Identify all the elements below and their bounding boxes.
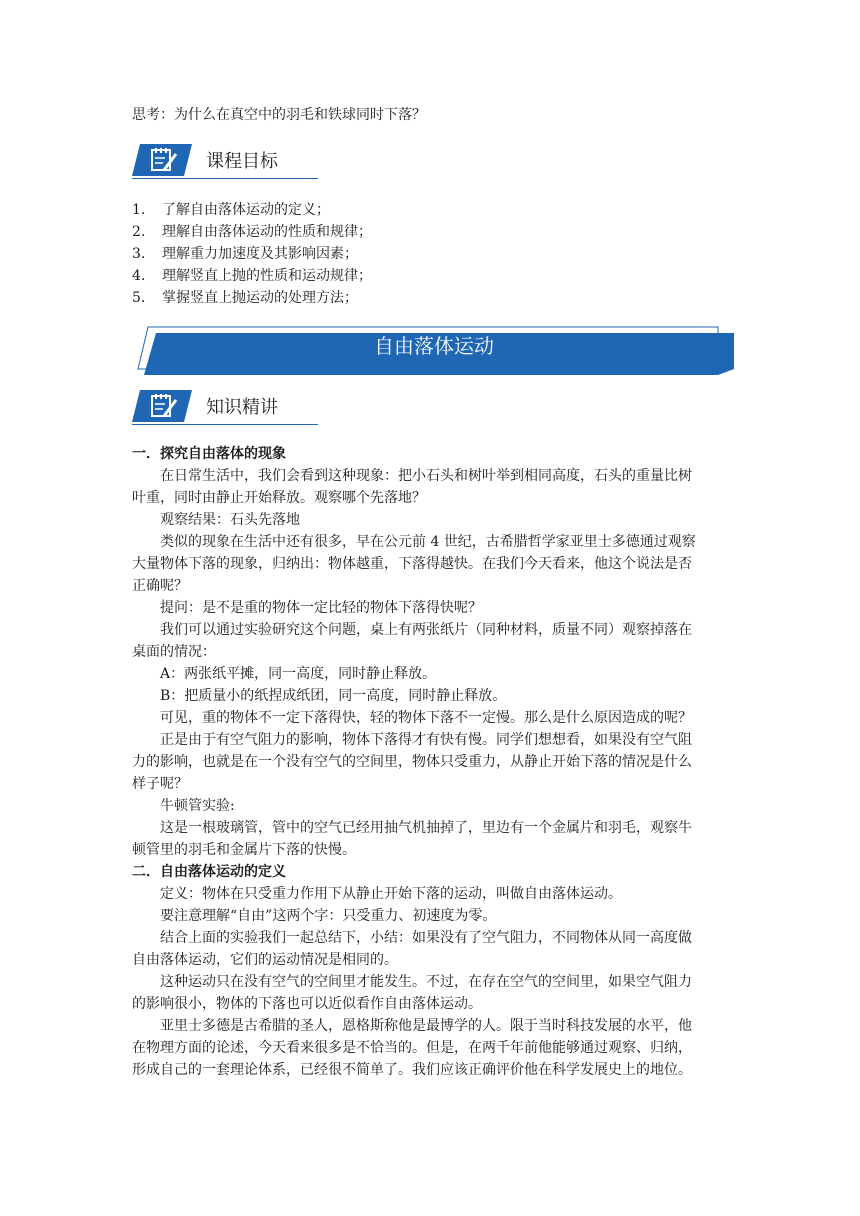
list-item: 3. 理解重力加速度及其影响因素；: [132, 246, 358, 262]
paragraph-line: 自由落体运动，它们的运动情况是相同的。: [132, 952, 398, 968]
list-item: 2. 理解自由落体运动的性质和规律；: [132, 224, 372, 240]
paragraph-line: 形成自己的一套理论体系，已经很不简单了。我们应该正确评价他在科学发展史上的地位。: [132, 1062, 692, 1078]
banner-title: 自由落体运动: [374, 334, 494, 358]
header-underline: [132, 178, 318, 179]
paragraph-line: 的影响很小，物体的下落也可以近似看作自由落体运动。: [132, 996, 482, 1012]
heading-one: 一．探究自由落体的现象: [132, 446, 286, 462]
heading-two: 二．自由落体运动的定义: [132, 864, 286, 880]
paragraph-line: 顿管里的羽毛和金属片下落的快慢。: [132, 842, 356, 858]
paragraph-line: 观察结果：石头先落地: [160, 512, 300, 528]
paragraph-line: 类似的现象在生活中还有很多，早在公元前 4 世纪，古希腊哲学家亚里士多德通过观察: [160, 534, 696, 550]
paragraph-line: A：两张纸平摊，同一高度，同时静止释放。: [160, 666, 437, 682]
knowledge-title: 知识精讲: [206, 397, 278, 418]
paragraph-line: 这种运动只在没有空气的空间里才能发生。不过，在存在空气的空间里，如果空气阻力: [160, 974, 692, 990]
list-item: 5. 掌握竖直上抛运动的处理方法；: [132, 290, 358, 306]
paragraph-line: 正是由于有空气阻力的影响，物体下落得才有快有慢。同学们想想看，如果没有空气阻: [160, 732, 692, 748]
paragraph-line: 可见，重的物体不一定下落得快，轻的物体下落不一定慢。那么是什么原因造成的呢？: [160, 710, 692, 726]
paragraph-line: 在日常生活中，我们会看到这种现象：把小石头和树叶举到相同高度，石头的重量比树: [160, 468, 692, 484]
paragraph-line: 定义：物体在只受重力作用下从静止开始下落的运动，叫做自由落体运动。: [160, 886, 622, 902]
paragraph-line: 这是一根玻璃管，管中的空气已经用抽气机抽掉了，里边有一个金属片和羽毛，观察牛: [160, 820, 692, 836]
list-item: 1. 了解自由落体运动的定义；: [132, 202, 330, 218]
paragraph-line: B：把质量小的纸捏成纸团，同一高度，同时静止释放。: [160, 688, 507, 704]
paragraph-line: 叶重，同时由静止开始释放。观察哪个先落地？: [132, 490, 426, 506]
header-underline: [132, 424, 318, 425]
notepad-pencil-icon: [132, 390, 192, 422]
paragraph-line: 结合上面的实验我们一起总结下，小结：如果没有了空气阻力，不同物体从同一高度做: [160, 930, 692, 946]
paragraph-line: 力的影响，也就是在一个没有空气的空间里，物体只受重力，从静止开始下落的情况是什么: [132, 754, 692, 770]
paragraph-line: 要注意理解“自由”这两个字：只受重力、初速度为零。: [160, 908, 497, 924]
chapter-banner: [134, 325, 734, 375]
course-goals-header: [132, 142, 332, 182]
paragraph-line: 亚里士多德是古希腊的圣人，恩格斯称他是最博学的人。限于当时科技发展的水平，他: [160, 1018, 692, 1034]
paragraph-line: 正确呢？: [132, 578, 188, 594]
course-goals-title: 课程目标: [206, 151, 278, 172]
list-item: 4. 理解竖直上抛的性质和运动规律；: [132, 268, 372, 284]
paragraph-line: 桌面的情况：: [132, 644, 216, 660]
paragraph-line: 我们可以通过实验研究这个问题，桌上有两张纸片（同种材料，质量不同）观察掉落在: [160, 622, 692, 638]
notepad-pencil-icon: [132, 144, 192, 176]
paragraph-line: 在物理方面的论述，今天看来很多是不恰当的。但是，在两千年前他能够通过观察、归纳，: [132, 1040, 692, 1056]
knowledge-header: [132, 388, 332, 428]
think-question: 思考：为什么在真空中的羽毛和铁球同时下落？: [132, 107, 426, 123]
paragraph-line: 牛顿管实验:: [160, 798, 235, 814]
paragraph-line: 样子呢？: [132, 776, 188, 792]
paragraph-line: 大量物体下落的现象，归纳出：物体越重，下落得越快。在我们今天看来，他这个说法是否: [132, 556, 692, 572]
paragraph-line: 提问：是不是重的物体一定比轻的物体下落得快呢？: [160, 600, 482, 616]
